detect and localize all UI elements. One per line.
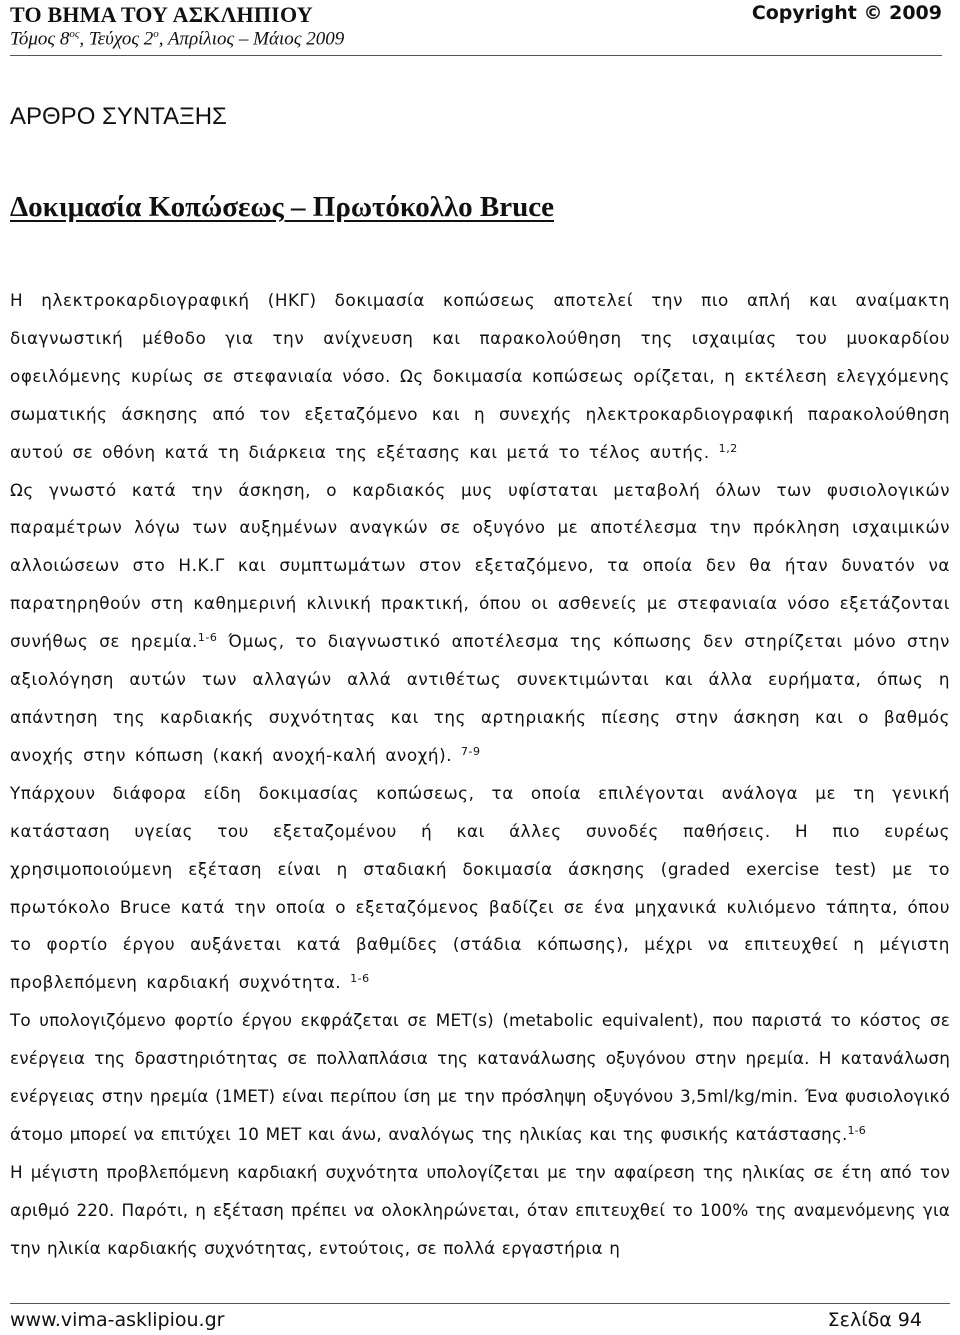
paragraph-text: Όμως, το διαγνωστικό αποτέλεσμα της κόπωσης δεν στηρίζεται μόνο στην αξιολόγηση αυτών των αλλαγών αλλά αντιθέτως συνεκτιμώνται και άλλα ευρήματα, όπως η απάντηση της καρδιακής συχνότητας και της αρτηριακής πίεσης στην άσκηση και ο βαθμός ανοχής στην κόπωση (κακή ανοχή-καλή ανοχή). [10, 631, 950, 765]
issue-dates: , Απρίλιος – Μάιος 2009 [158, 28, 345, 50]
issue-volume: Τόμος 8 [10, 28, 70, 50]
citation-reference: 1-6 [847, 1123, 866, 1137]
section-label: ΑΡΘΡΟ ΣΥΝΤΑΞΗΣ [10, 103, 227, 130]
paragraph-exercise-physiology [10, 472, 950, 775]
paragraph-text: Ως γνωστό κατά την άσκηση, ο καρδιακός μυς υφίσταται μεταβολή όλων των φυσιολογικών παραμέτρων λόγω των αυξημένων αναγκών σε οξυγόνο με αποτέλεσμα την πρόκληση ισχαιμικών αλλοιώσεων στο Η.Κ.Γ και συμπτωμάτων στον εξεταζόμενο, τα οποία δεν θα ήταν δυνατόν να παρατηρηθούν στη καθημερινή κλινική πρακτική, όπου οι ασθενείς με στεφανιαία νόσο εξετάζονται συνήθως σε ηρεμία. [10, 479, 950, 652]
citation-reference: 7-9 [460, 744, 481, 758]
paragraph-intro [10, 282, 950, 472]
issue-volume-suffix: ος [69, 28, 80, 40]
paragraph-text: Το υπολογιζόμενο φορτίο έργου εκφράζεται σε ΜΕΤ(s) (metabolic equivalent), που παριστά το κόστος σε ενέργεια της δραστηριότητας σε πολλαπλάσια της κατανάλωσης οξυγόνου στην ηρεμία. Η κατανάλωση ενέργειας στην ηρεμία (1ΜΕΤ) είναι περίπου ίση με την πρόσληψη οξυγόνου 3,5ml/kg/min. Ένα φυσιολογικό άτομο μπορεί να επιτύχει 10 ΜΕΤ και άνω, αναλόγως της ηλικίας και της φυσικής κατάστασης. [10, 1010, 950, 1144]
footer-divider [10, 1303, 950, 1304]
article-body [10, 282, 950, 1268]
issue-line [10, 28, 344, 50]
paragraph-text: Η μέγιστη προβλεπόμενη καρδιακή συχνότητα υπολογίζεται με την αφαίρεση της ηλικίας σε έτη από τον αριθμό 220. Παρότι, η εξέταση πρέπει να ολοκληρώνεται, όταν επιτευχθεί το 100% της αναμενόμενης για την ηλικία καρδιακής συχνότητας, εντούτοις, σε πολλά εργαστήρια η [10, 1161, 950, 1258]
copyright-notice: Copyright © 2009 [751, 2, 942, 24]
citation-reference: 1-6 [197, 631, 218, 645]
citation-reference: 1-6 [350, 972, 370, 986]
paragraph-text: Η ηλεκτροκαρδιογραφική (ΗΚΓ) δοκιμασία κοπώσεως αποτελεί την πιο απλή και αναίμακτη διαγνωστική μέθοδο για την ανίχνευση και παρακολούθηση της ισχαιμίας του μυοκαρδίου οφειλόμενης κυρίως σε στεφανιαία νόσο. Ως δοκιμασία κοπώσεως ορίζεται, η εκτέλεση ελεγχόμενης σωματικής άσκησης από τον εξεταζόμενο και η συνεχής ηλεκτροκαρδιογραφική παρακολούθηση αυτού σε οθόνη κατά τη διάρκεια της εξέτασης και μετά το τέλος αυτής. [10, 290, 950, 462]
paragraph-test-types [10, 775, 950, 1002]
journal-title: ΤΟ ΒΗΜΑ ΤΟΥ ΑΣΚΛΗΠΙΟΥ [10, 2, 313, 27]
citation-reference: 1,2 [718, 441, 738, 455]
header-divider [10, 55, 942, 56]
issue-number: , Τεύχος 2 [79, 28, 154, 50]
paragraph-met [10, 1002, 950, 1154]
issue-number-suffix: ο [153, 28, 159, 40]
paragraph-max-heart-rate [10, 1154, 950, 1268]
article-title: Δοκιμασία Κοπώσεως – Πρωτόκολλο Bruce [10, 191, 555, 223]
website-link[interactable]: www.vima-asklipiou.gr [10, 1309, 225, 1331]
paragraph-text: Υπάρχουν διάφορα είδη δοκιμασίας κοπώσεως, τα οποία επιλέγονται ανάλογα με τη γενική κατάσταση υγείας του εξεταζομένου ή και άλλες συνοδές παθήσεις. Η πιο ευρέως χρησιμοποιούμενη εξέταση είναι η σταδιακή δοκιμασία άσκησης (graded exercise test) με το πρωτόκολο Bruce κατά την οποία ο εξεταζόμενος βαδίζει σε ένα μηχανικά κυλιόμενο τάπητα, όπου το φορτίο έργου αυξάνεται κατά βαθμίδες (στάδια κόπωσης), μέχρι να επιτευχθεί η μέγιστη προβλεπόμενη καρδιακή συχνότητα. [10, 782, 950, 993]
page-header [10, 0, 942, 55]
page-number: Σελίδα 94 [827, 1309, 922, 1331]
